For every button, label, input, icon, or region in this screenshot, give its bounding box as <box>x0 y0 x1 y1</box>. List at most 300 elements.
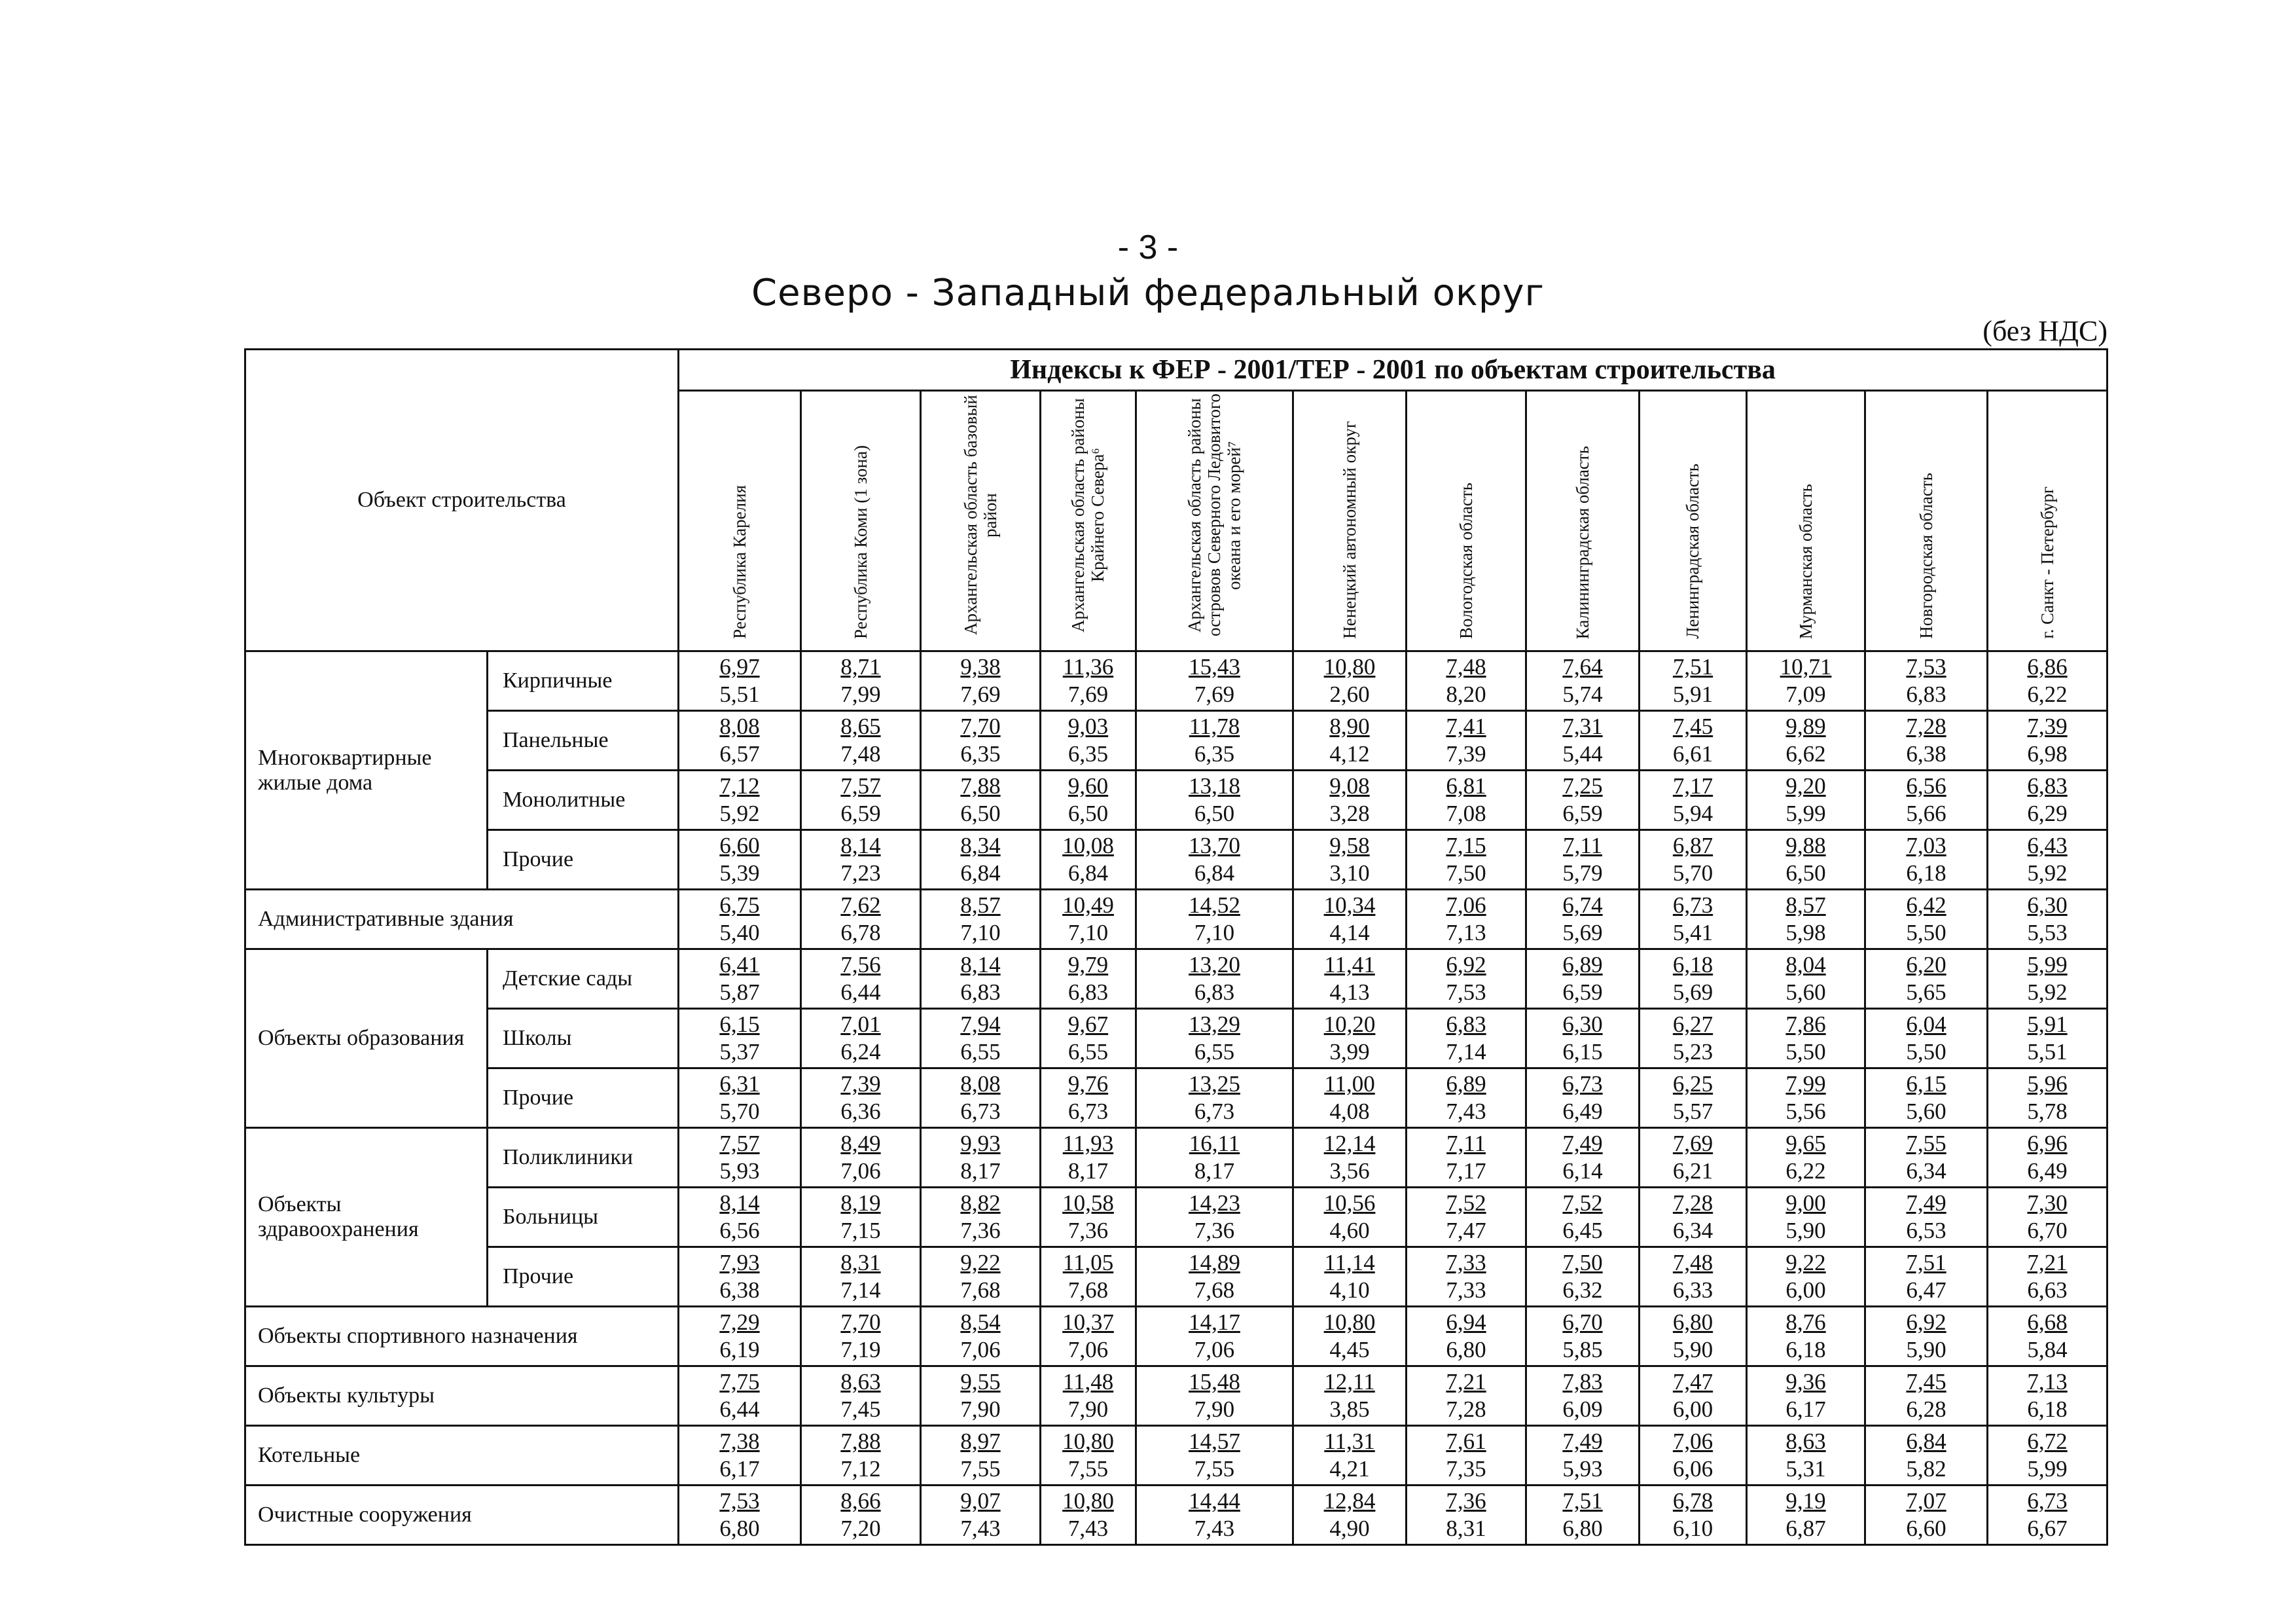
index-value-top: 6,25 <box>1672 1071 1713 1097</box>
index-value-top: 8,71 <box>840 654 881 680</box>
index-value-bottom: 7,15 <box>840 1218 881 1243</box>
index-value-top: 7,06 <box>1672 1429 1713 1454</box>
index-value-top: 6,27 <box>1672 1012 1713 1037</box>
index-value-top: 7,07 <box>1906 1488 1946 1514</box>
index-value-top: 7,17 <box>1672 773 1713 799</box>
index-cell <box>1407 1068 1526 1128</box>
index-value-bottom: 7,55 <box>1067 1456 1109 1482</box>
index-value-top: 7,11 <box>1563 833 1602 858</box>
table-row <box>245 830 2108 890</box>
index-cell <box>1747 1307 1865 1366</box>
index-cell <box>1041 1188 1136 1247</box>
index-cell <box>1293 1486 1407 1545</box>
index-cell <box>1988 949 2108 1009</box>
index-value-top: 14,44 <box>1189 1488 1240 1514</box>
index-cell <box>921 1188 1041 1247</box>
index-value-top: 6,73 <box>1562 1071 1603 1097</box>
index-cell <box>1136 651 1293 711</box>
index-cell <box>921 771 1041 830</box>
index-value-bottom: 7,47 <box>1446 1218 1486 1243</box>
index-value-top: 11,31 <box>1324 1429 1375 1454</box>
index-value-bottom: 7,10 <box>960 920 1001 945</box>
index-value-top: 7,52 <box>1562 1190 1603 1216</box>
index-value-top: 9,20 <box>1785 773 1826 799</box>
index-cell <box>1747 1486 1865 1545</box>
index-value-top: 12,84 <box>1323 1488 1376 1514</box>
index-cell <box>1747 1366 1865 1426</box>
index-value-bottom: 5,50 <box>1785 1039 1826 1065</box>
index-cell <box>921 949 1041 1009</box>
index-value-top: 11,93 <box>1062 1131 1114 1156</box>
index-value-top: 6,75 <box>719 892 760 918</box>
region-label: Республика Коми (1 зона) <box>850 445 870 639</box>
index-value-bottom: 5,60 <box>1906 1099 1946 1124</box>
index-value-bottom: 6,53 <box>1906 1218 1946 1243</box>
index-value-top: 10,80 <box>1062 1488 1114 1514</box>
index-cell <box>1526 711 1640 771</box>
index-cell <box>1407 651 1526 711</box>
index-value-bottom: 3,99 <box>1329 1039 1370 1065</box>
index-value-top: 11,00 <box>1324 1071 1375 1097</box>
index-cell <box>1407 949 1526 1009</box>
index-value-top: 9,00 <box>1785 1190 1826 1216</box>
index-cell <box>679 651 801 711</box>
index-cell <box>1526 1128 1640 1188</box>
table-row <box>245 890 2108 949</box>
table-row <box>245 1307 2108 1366</box>
index-value-top: 9,38 <box>960 654 1001 680</box>
index-value-top: 9,07 <box>960 1488 1001 1514</box>
index-value-top: 7,69 <box>1672 1131 1713 1156</box>
index-cell <box>1041 1068 1136 1128</box>
index-value-top: 6,74 <box>1562 892 1603 918</box>
index-cell <box>1293 771 1407 830</box>
index-cell <box>1136 1426 1293 1486</box>
indices-header: Индексы к ФЕР - 2001/ТЕР - 2001 по объектам строительства <box>679 350 2108 391</box>
index-cell <box>1640 1426 1747 1486</box>
index-value-top: 13,20 <box>1189 952 1240 977</box>
index-value-bottom: 6,00 <box>1672 1396 1713 1422</box>
index-value-top: 7,25 <box>1562 773 1603 799</box>
index-cell <box>1293 1128 1407 1188</box>
index-value-top: 14,23 <box>1189 1190 1240 1216</box>
index-cell <box>1747 771 1865 830</box>
index-value-bottom: 7,43 <box>1067 1516 1109 1541</box>
index-cell <box>1988 771 2108 830</box>
index-cell <box>1041 651 1136 711</box>
index-cell <box>1640 830 1747 890</box>
index-cell <box>1136 1486 1293 1545</box>
index-value-top: 7,45 <box>1672 714 1713 739</box>
index-value-top: 7,12 <box>719 773 760 799</box>
index-cell <box>1041 1307 1136 1366</box>
index-value-top: 11,48 <box>1062 1369 1114 1395</box>
index-value-bottom: 3,28 <box>1329 801 1370 826</box>
index-value-bottom: 6,70 <box>2027 1218 2068 1243</box>
row-category: Объекты культуры <box>245 1366 679 1426</box>
index-value-top: 6,72 <box>2027 1429 2068 1454</box>
index-value-top: 9,89 <box>1785 714 1826 739</box>
region-label: г. Санкт - Петербург <box>2037 486 2057 639</box>
index-value-top: 11,05 <box>1062 1250 1114 1275</box>
index-value-top: 8,90 <box>1329 714 1370 739</box>
index-cell <box>1407 1247 1526 1307</box>
region-header <box>1407 391 1526 651</box>
index-value-top: 7,39 <box>840 1071 881 1097</box>
index-cell <box>679 1009 801 1068</box>
index-value-top: 6,83 <box>1446 1012 1486 1037</box>
index-value-bottom: 5,84 <box>2027 1337 2068 1362</box>
index-value-top: 15,48 <box>1189 1369 1240 1395</box>
index-value-bottom: 7,55 <box>1194 1456 1235 1482</box>
index-value-bottom: 6,33 <box>1672 1277 1713 1303</box>
index-value-bottom: 8,20 <box>1446 682 1486 707</box>
index-cell <box>1041 1366 1136 1426</box>
row-subcategory: Кирпичные <box>488 651 679 711</box>
index-value-top: 10,58 <box>1062 1190 1114 1216</box>
index-cell <box>1988 711 2108 771</box>
index-value-bottom: 6,73 <box>1067 1099 1109 1124</box>
index-value-bottom: 7,36 <box>1067 1218 1109 1243</box>
index-value-bottom: 6,83 <box>1906 682 1946 707</box>
index-value-top: 9,22 <box>960 1250 1001 1275</box>
index-value-bottom: 7,10 <box>1194 920 1235 945</box>
index-cell <box>1865 1068 1988 1128</box>
index-value-bottom: 7,69 <box>960 682 1001 707</box>
index-value-bottom: 8,17 <box>1194 1158 1235 1184</box>
index-value-bottom: 5,93 <box>1562 1456 1603 1482</box>
index-value-top: 7,86 <box>1785 1012 1826 1037</box>
index-value-bottom: 7,14 <box>1446 1039 1486 1065</box>
index-value-top: 7,57 <box>840 773 881 799</box>
index-value-top: 14,89 <box>1189 1250 1240 1275</box>
index-value-bottom: 5,41 <box>1672 920 1713 945</box>
index-value-top: 7,53 <box>1906 654 1946 680</box>
index-value-top: 5,96 <box>2027 1071 2068 1097</box>
index-value-top: 6,81 <box>1446 773 1486 799</box>
index-cell <box>679 1486 801 1545</box>
index-value-bottom: 6,14 <box>1562 1158 1603 1184</box>
index-value-top: 6,42 <box>1906 892 1946 918</box>
table-row <box>245 1128 2108 1188</box>
index-value-top: 9,08 <box>1329 773 1370 799</box>
index-value-bottom: 5,85 <box>1562 1337 1603 1362</box>
index-value-bottom: 3,10 <box>1329 860 1370 886</box>
index-value-top: 6,96 <box>2027 1131 2068 1156</box>
index-value-top: 10,37 <box>1062 1309 1114 1335</box>
index-value-bottom: 5,90 <box>1785 1218 1826 1243</box>
index-value-bottom: 8,17 <box>960 1158 1001 1184</box>
index-cell <box>1041 1426 1136 1486</box>
index-value-top: 7,15 <box>1446 833 1486 858</box>
index-value-top: 6,83 <box>2027 773 2068 799</box>
region-header <box>1293 391 1407 651</box>
index-value-top: 7,49 <box>1562 1429 1603 1454</box>
index-cell <box>921 1426 1041 1486</box>
index-value-bottom: 7,45 <box>840 1396 881 1422</box>
index-value-bottom: 6,15 <box>1562 1039 1603 1065</box>
index-value-top: 6,60 <box>719 833 760 858</box>
index-value-top: 7,30 <box>2027 1190 2068 1216</box>
row-subcategory: Прочие <box>488 830 679 890</box>
index-cell <box>801 711 921 771</box>
index-cell <box>1988 1247 2108 1307</box>
index-value-bottom: 7,35 <box>1446 1456 1486 1482</box>
index-value-top: 10,34 <box>1323 892 1376 918</box>
index-value-bottom: 7,90 <box>1194 1396 1235 1422</box>
row-subcategory: Поликлиники <box>488 1128 679 1188</box>
region-header <box>1526 391 1640 651</box>
index-value-top: 6,31 <box>719 1071 760 1097</box>
index-value-bottom: 6,38 <box>719 1277 760 1303</box>
index-value-bottom: 7,20 <box>840 1516 881 1541</box>
index-cell <box>1747 830 1865 890</box>
index-cell <box>1865 1247 1988 1307</box>
index-value-top: 13,18 <box>1189 773 1240 799</box>
index-value-top: 8,19 <box>840 1190 881 1216</box>
index-cell <box>1640 711 1747 771</box>
index-value-bottom: 5,70 <box>1672 860 1713 886</box>
region-header <box>679 391 801 651</box>
index-value-bottom: 5,53 <box>2027 920 2068 945</box>
row-subcategory: Прочие <box>488 1068 679 1128</box>
index-value-bottom: 6,29 <box>2027 801 2068 826</box>
index-value-top: 7,50 <box>1562 1250 1603 1275</box>
table-row <box>245 771 2108 830</box>
index-value-bottom: 7,14 <box>840 1277 881 1303</box>
index-cell <box>1640 1009 1747 1068</box>
index-value-top: 7,13 <box>2027 1369 2068 1395</box>
index-value-top: 11,36 <box>1062 654 1114 680</box>
index-value-top: 9,79 <box>1067 952 1109 977</box>
index-cell <box>1041 1128 1136 1188</box>
index-value-bottom: 5,98 <box>1785 920 1826 945</box>
index-value-bottom: 7,36 <box>960 1218 1001 1243</box>
index-value-top: 6,94 <box>1446 1309 1486 1335</box>
index-value-bottom: 6,80 <box>1562 1516 1603 1541</box>
index-value-bottom: 4,08 <box>1329 1099 1370 1124</box>
index-value-bottom: 5,92 <box>2027 860 2068 886</box>
index-value-top: 6,41 <box>719 952 760 977</box>
index-value-top: 8,14 <box>840 833 881 858</box>
region-label: Республика Карелия <box>729 485 749 639</box>
page-title: Северо - Западный федеральный округ <box>751 272 1545 314</box>
index-cell <box>1407 771 1526 830</box>
table-row <box>245 1188 2108 1247</box>
index-value-bottom: 5,51 <box>2027 1039 2068 1065</box>
index-cell <box>1041 1247 1136 1307</box>
index-value-top: 8,08 <box>960 1071 1001 1097</box>
index-value-bottom: 6,21 <box>1672 1158 1713 1184</box>
index-value-top: 7,29 <box>719 1309 760 1335</box>
index-cell <box>1865 711 1988 771</box>
index-cell <box>1041 890 1136 949</box>
index-value-bottom: 7,48 <box>840 741 881 767</box>
index-cell <box>1747 1009 1865 1068</box>
index-cell <box>1293 1366 1407 1426</box>
index-value-bottom: 6,19 <box>719 1337 760 1362</box>
index-value-bottom: 8,17 <box>1067 1158 1109 1184</box>
index-value-bottom: 5,99 <box>1785 801 1826 826</box>
index-value-bottom: 7,39 <box>1446 741 1486 767</box>
index-cell <box>1640 1068 1747 1128</box>
index-cell <box>801 1247 921 1307</box>
index-cell <box>801 1426 921 1486</box>
index-value-top: 12,14 <box>1323 1131 1376 1156</box>
index-value-bottom: 5,60 <box>1785 979 1826 1005</box>
index-cell <box>1526 651 1640 711</box>
index-cell <box>1136 711 1293 771</box>
index-value-bottom: 6,55 <box>1194 1039 1235 1065</box>
index-cell <box>921 1068 1041 1128</box>
index-value-top: 7,75 <box>719 1369 760 1395</box>
index-value-top: 13,25 <box>1189 1071 1240 1097</box>
index-value-top: 7,94 <box>960 1012 1001 1037</box>
index-value-bottom: 6,49 <box>2027 1158 2068 1184</box>
index-value-bottom: 6,67 <box>2027 1516 2068 1541</box>
index-value-bottom: 5,79 <box>1562 860 1603 886</box>
index-value-bottom: 6,60 <box>1906 1516 1946 1541</box>
index-cell <box>1526 1068 1640 1128</box>
index-cell <box>1988 1068 2108 1128</box>
index-cell <box>801 830 921 890</box>
index-cell <box>1526 771 1640 830</box>
index-value-top: 9,60 <box>1067 773 1109 799</box>
index-value-top: 7,64 <box>1562 654 1603 680</box>
index-value-bottom: 7,33 <box>1446 1277 1486 1303</box>
index-cell <box>801 1366 921 1426</box>
index-cell <box>1865 830 1988 890</box>
index-value-top: 6,73 <box>2027 1488 2068 1514</box>
index-value-bottom: 6,57 <box>719 741 760 767</box>
index-value-top: 7,57 <box>719 1131 760 1156</box>
index-value-top: 8,82 <box>960 1190 1001 1216</box>
index-value-top: 6,70 <box>1562 1309 1603 1335</box>
index-value-top: 8,76 <box>1785 1309 1826 1335</box>
index-value-bottom: 4,60 <box>1329 1218 1370 1243</box>
index-cell <box>921 1486 1041 1545</box>
index-value-bottom: 7,10 <box>1067 920 1109 945</box>
index-value-top: 6,84 <box>1906 1429 1946 1454</box>
index-cell <box>1041 1486 1136 1545</box>
index-value-top: 8,97 <box>960 1429 1001 1454</box>
index-value-top: 9,93 <box>960 1131 1001 1156</box>
index-value-top: 7,28 <box>1906 714 1946 739</box>
index-value-top: 8,04 <box>1785 952 1826 977</box>
index-cell <box>1640 1307 1747 1366</box>
index-value-bottom: 5,90 <box>1906 1337 1946 1362</box>
index-cell <box>1865 1009 1988 1068</box>
index-value-bottom: 7,43 <box>1446 1099 1486 1124</box>
index-value-top: 10,56 <box>1323 1190 1376 1216</box>
index-value-top: 5,99 <box>2027 952 2068 977</box>
region-header <box>1747 391 1865 651</box>
index-value-bottom: 7,13 <box>1446 920 1486 945</box>
region-header <box>921 391 1041 651</box>
index-value-top: 7,51 <box>1672 654 1713 680</box>
index-cell <box>1988 1009 2108 1068</box>
index-value-top: 7,88 <box>960 773 1001 799</box>
index-value-bottom: 7,55 <box>960 1456 1001 1482</box>
index-value-bottom: 6,35 <box>1194 741 1235 767</box>
index-cell <box>1865 1188 1988 1247</box>
index-value-bottom: 6,45 <box>1562 1218 1603 1243</box>
region-header <box>1041 391 1136 651</box>
index-value-bottom: 7,69 <box>1067 682 1109 707</box>
index-cell <box>1865 1426 1988 1486</box>
index-cell <box>1407 1366 1526 1426</box>
index-cell <box>1747 890 1865 949</box>
index-value-bottom: 6,24 <box>840 1039 881 1065</box>
index-value-bottom: 6,34 <box>1906 1158 1946 1184</box>
index-cell <box>1865 651 1988 711</box>
index-value-top: 7,62 <box>840 892 881 918</box>
row-category: Объекты спортивного назначения <box>245 1307 679 1366</box>
index-value-top: 14,52 <box>1189 892 1240 918</box>
index-cell <box>801 1068 921 1128</box>
index-cell <box>1136 1128 1293 1188</box>
index-cell <box>1293 711 1407 771</box>
index-cell <box>1136 830 1293 890</box>
index-value-bottom: 7,06 <box>960 1337 1001 1362</box>
index-cell <box>1526 830 1640 890</box>
index-cell <box>1747 1068 1865 1128</box>
index-value-bottom: 5,37 <box>719 1039 760 1065</box>
index-cell <box>1407 1009 1526 1068</box>
index-value-top: 14,17 <box>1189 1309 1240 1335</box>
index-cell <box>1293 1426 1407 1486</box>
index-value-top: 8,49 <box>840 1131 881 1156</box>
index-cell <box>1865 890 1988 949</box>
index-cell <box>679 1426 801 1486</box>
index-cell <box>1988 1366 2108 1426</box>
index-cell <box>1640 771 1747 830</box>
index-value-top: 8,57 <box>960 892 1001 918</box>
index-value-top: 8,34 <box>960 833 1001 858</box>
index-cell <box>1293 1188 1407 1247</box>
index-value-top: 6,73 <box>1672 892 1713 918</box>
index-value-bottom: 5,70 <box>719 1099 760 1124</box>
index-cell <box>1526 1366 1640 1426</box>
index-value-top: 8,08 <box>719 714 760 739</box>
index-value-bottom: 6,61 <box>1672 741 1713 767</box>
index-cell <box>1640 651 1747 711</box>
index-cell <box>1747 949 1865 1009</box>
index-value-bottom: 7,28 <box>1446 1396 1486 1422</box>
index-value-bottom: 5,50 <box>1906 1039 1946 1065</box>
index-value-bottom: 6,00 <box>1785 1277 1826 1303</box>
index-cell <box>1407 830 1526 890</box>
region-header <box>1640 391 1747 651</box>
index-value-top: 10,20 <box>1323 1012 1376 1037</box>
index-value-top: 9,67 <box>1067 1012 1109 1037</box>
row-subcategory: Прочие <box>488 1247 679 1307</box>
index-value-bottom: 5,66 <box>1906 801 1946 826</box>
index-cell <box>801 651 921 711</box>
row-subcategory: Больницы <box>488 1188 679 1247</box>
index-cell <box>679 1366 801 1426</box>
index-cell <box>1640 1366 1747 1426</box>
index-cell <box>1293 1307 1407 1366</box>
index-cell <box>1293 830 1407 890</box>
index-value-bottom: 7,68 <box>960 1277 1001 1303</box>
index-value-top: 6,87 <box>1672 833 1713 858</box>
object-header: Объект строительства <box>245 350 679 651</box>
region-label: Архангельская область районы Крайнего Севера⁶ <box>1068 398 1108 632</box>
index-value-bottom: 6,56 <box>719 1218 760 1243</box>
index-value-bottom: 6,09 <box>1562 1396 1603 1422</box>
index-value-top: 6,04 <box>1906 1012 1946 1037</box>
